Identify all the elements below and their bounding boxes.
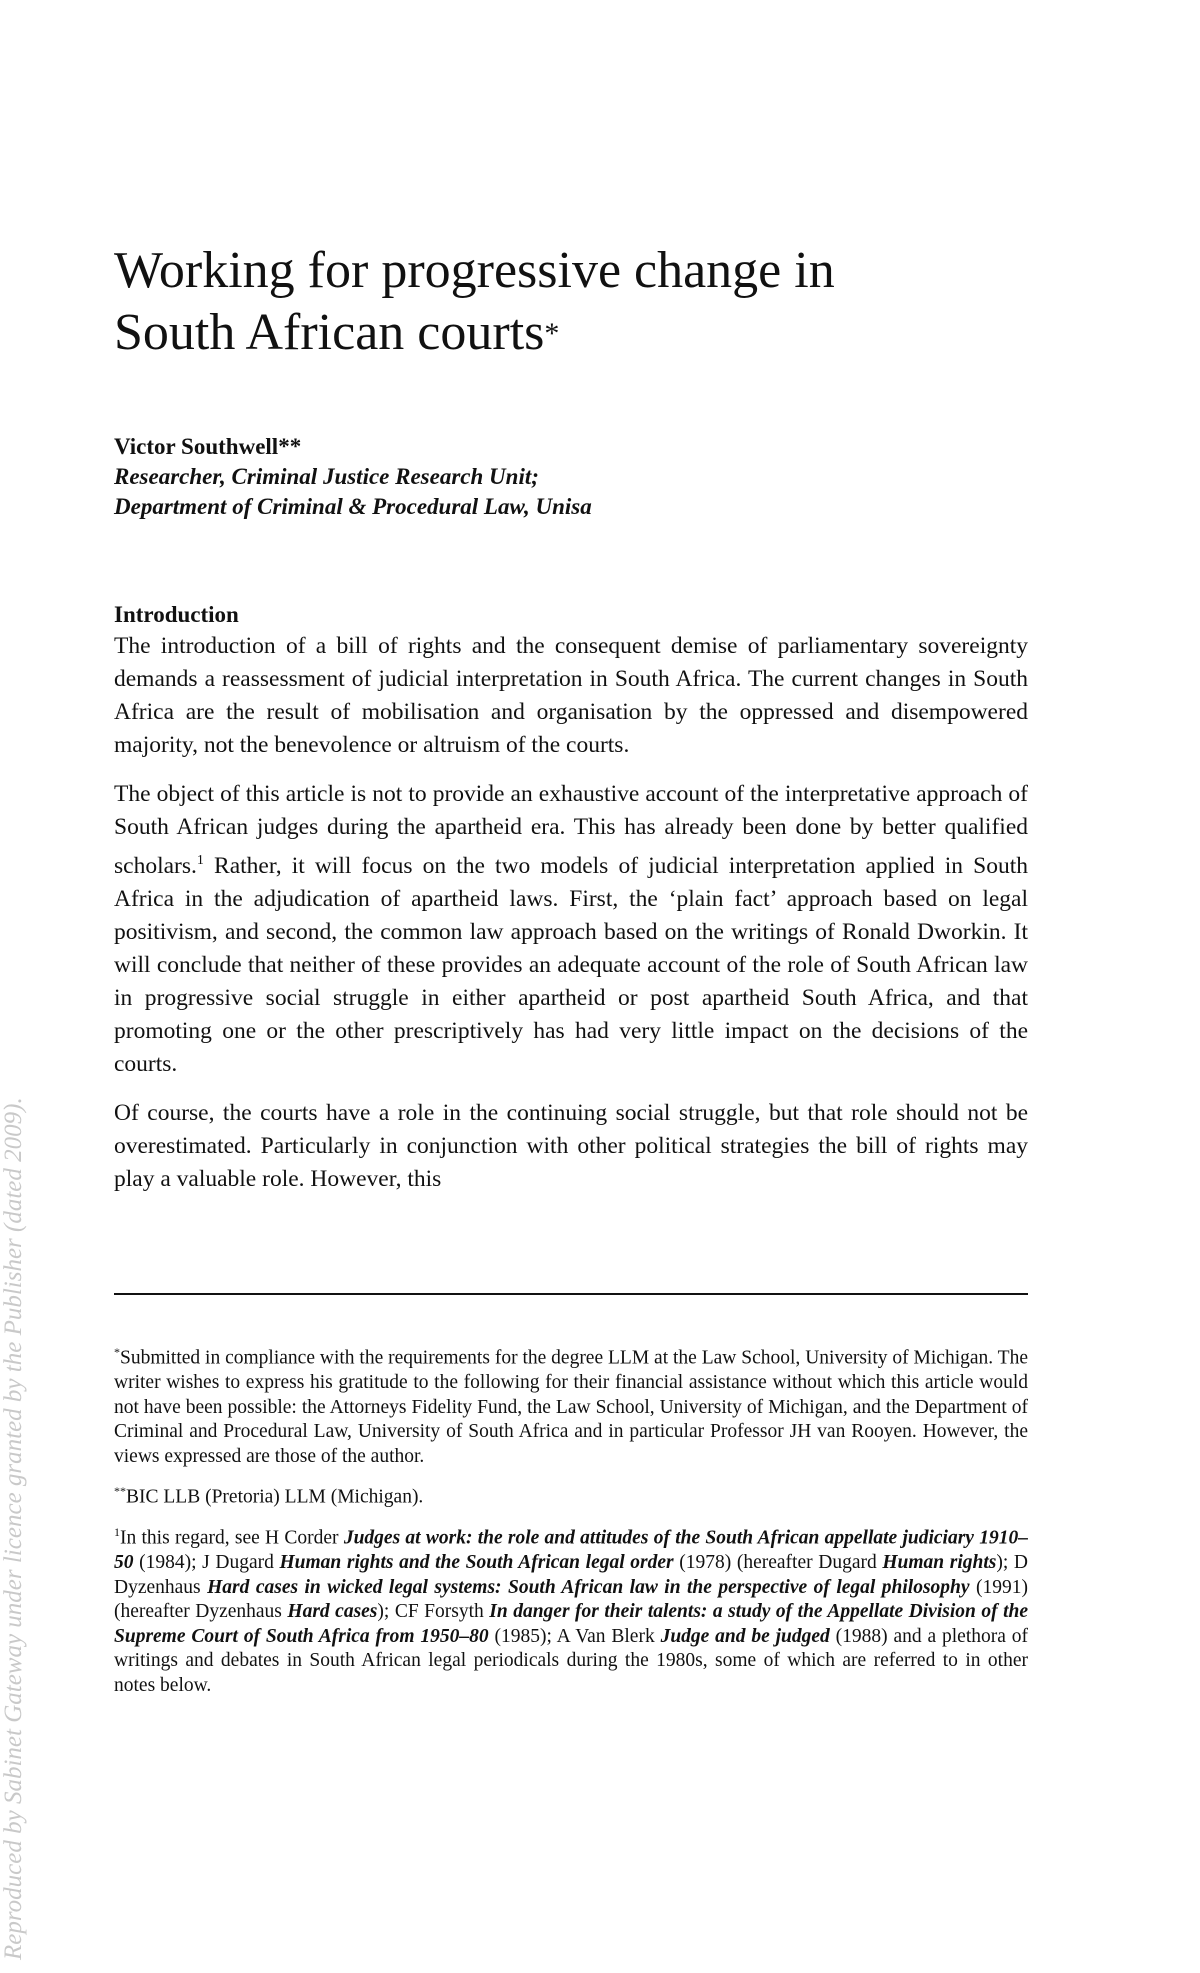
citation-title: Human rights and the South African legal order: [279, 1552, 674, 1573]
title-footnote-mark: *: [544, 317, 560, 350]
citation-title: Judge and be judged: [660, 1625, 830, 1647]
paragraph-2-text-b: Rather, it will focus on the two models of judicial interpretation applied in South Africa in the adjudication of apartheid laws. First, the ‘plain fact’ approach based on legal positivism, and second, the common law approach based on the writings of Ronald Dworkin. It will conclude that neither of these provides an adequate account of the role of South African law in progressive social struggle in either apartheid or post apartheid South Africa, and that promoting one or the other prescriptively has had very little impact on the decisions of the courts.: [114, 852, 1028, 1077]
footnote-double-star: [114, 1479, 1028, 1510]
footnote-1: [114, 1520, 1028, 1698]
section-heading-introduction: Introduction: [114, 602, 239, 627]
author-name: Victor Southwell**: [114, 434, 302, 459]
footnote-1-text: (1988) and a plethora of writings and debates in South African legal periodicals during the 1980s, some of which are referred to in other notes below.: [114, 1625, 1029, 1696]
footnote-1-text: (1985); A Van Blerk: [488, 1625, 661, 1647]
footnote-1-text: In this regard, see H Corder: [120, 1527, 344, 1549]
author-block: [114, 432, 1034, 522]
footnote-1-mark: 1: [114, 1525, 120, 1539]
paragraph-3: Of course, the courts have a role in the continuing social struggle, but that role should not be overestimated. Particularly in conjunction with other political strategies the bill of rights may play a valuable role. However, this: [114, 1099, 1028, 1192]
citation-title: Hard cases: [287, 1601, 378, 1622]
footnote-ref-1[interactable]: 1: [196, 853, 204, 868]
paragraph-2: [114, 778, 1028, 1081]
footnote-star: [114, 1340, 1028, 1469]
footnote-1-text: (1984); J Dugard: [133, 1552, 280, 1573]
citation-title: Judges at work: the role and attitudes of the South African appellate judiciary 1910–50: [114, 1527, 1028, 1573]
paragraph-2-text-a: The object of this article is not to provide an exhaustive account of the interpretative approach of South African judges during the apartheid era. This has already been done by better qualified scholars.: [114, 781, 1028, 879]
footnote-1-text: (1978) (hereafter Dugard: [673, 1552, 883, 1573]
footnote-divider: [114, 1293, 1028, 1295]
article-body: [114, 600, 1028, 1212]
publisher-watermark: Reproduced by Sabinet Gateway under licence granted by the Publisher (dated 2009).: [0, 1097, 27, 1960]
footnote-1-text: ); D Dyzenhaus: [114, 1552, 1028, 1598]
title-line-2: South African courts: [114, 304, 545, 361]
article-title: [114, 240, 1014, 365]
citation-title: Hard cases in wicked legal systems: South African law in the perspective of legal philosophy: [207, 1576, 970, 1598]
footnote-double-star-text: BIC LLB (Pretoria) LLM (Michigan).: [126, 1486, 424, 1508]
footnotes: [114, 1340, 1028, 1708]
footnote-star-text: Submitted in compliance with the requirements for the degree LLM at the Law School, University of Michigan. The writer wishes to express his gratitude to the following for their financial assistance without which this article would not have been possible: the Attorneys Fidelity Fund, the Law School, University of Michigan, and the Department of Criminal and Procedural Law, University of South Africa and in particular Professor JH van Rooyen. However, the views expressed are those of the author.: [114, 1347, 1028, 1467]
author-affiliation-2: Department of Criminal & Procedural Law, Unisa: [114, 494, 592, 519]
citation-title: Human rights: [882, 1552, 997, 1573]
footnote-1-text: (1991) (hereafter Dyzenhaus: [114, 1576, 1028, 1622]
author-affiliation-1: Researcher, Criminal Justice Research Unit;: [114, 464, 539, 489]
footnote-star-mark: *: [114, 1345, 120, 1359]
paragraph-1: The introduction of a bill of rights and the consequent demise of parliamentary sovereignty demands a reassessment of judicial interpretation in South Africa. The current changes in South Africa are the result of mobilisation and organisation by the oppressed and disempowered majority, not the benevolence or altruism of the courts.: [114, 633, 1028, 758]
citation-title: In danger for their talents: a study of the Appellate Division of the Supreme Court of South Africa from 1950–80: [114, 1601, 1029, 1647]
footnote-1-text: ); CF Forsyth: [377, 1601, 490, 1622]
footnote-double-star-mark: **: [114, 1484, 126, 1498]
title-line-1: Working for progressive change in: [114, 242, 835, 299]
